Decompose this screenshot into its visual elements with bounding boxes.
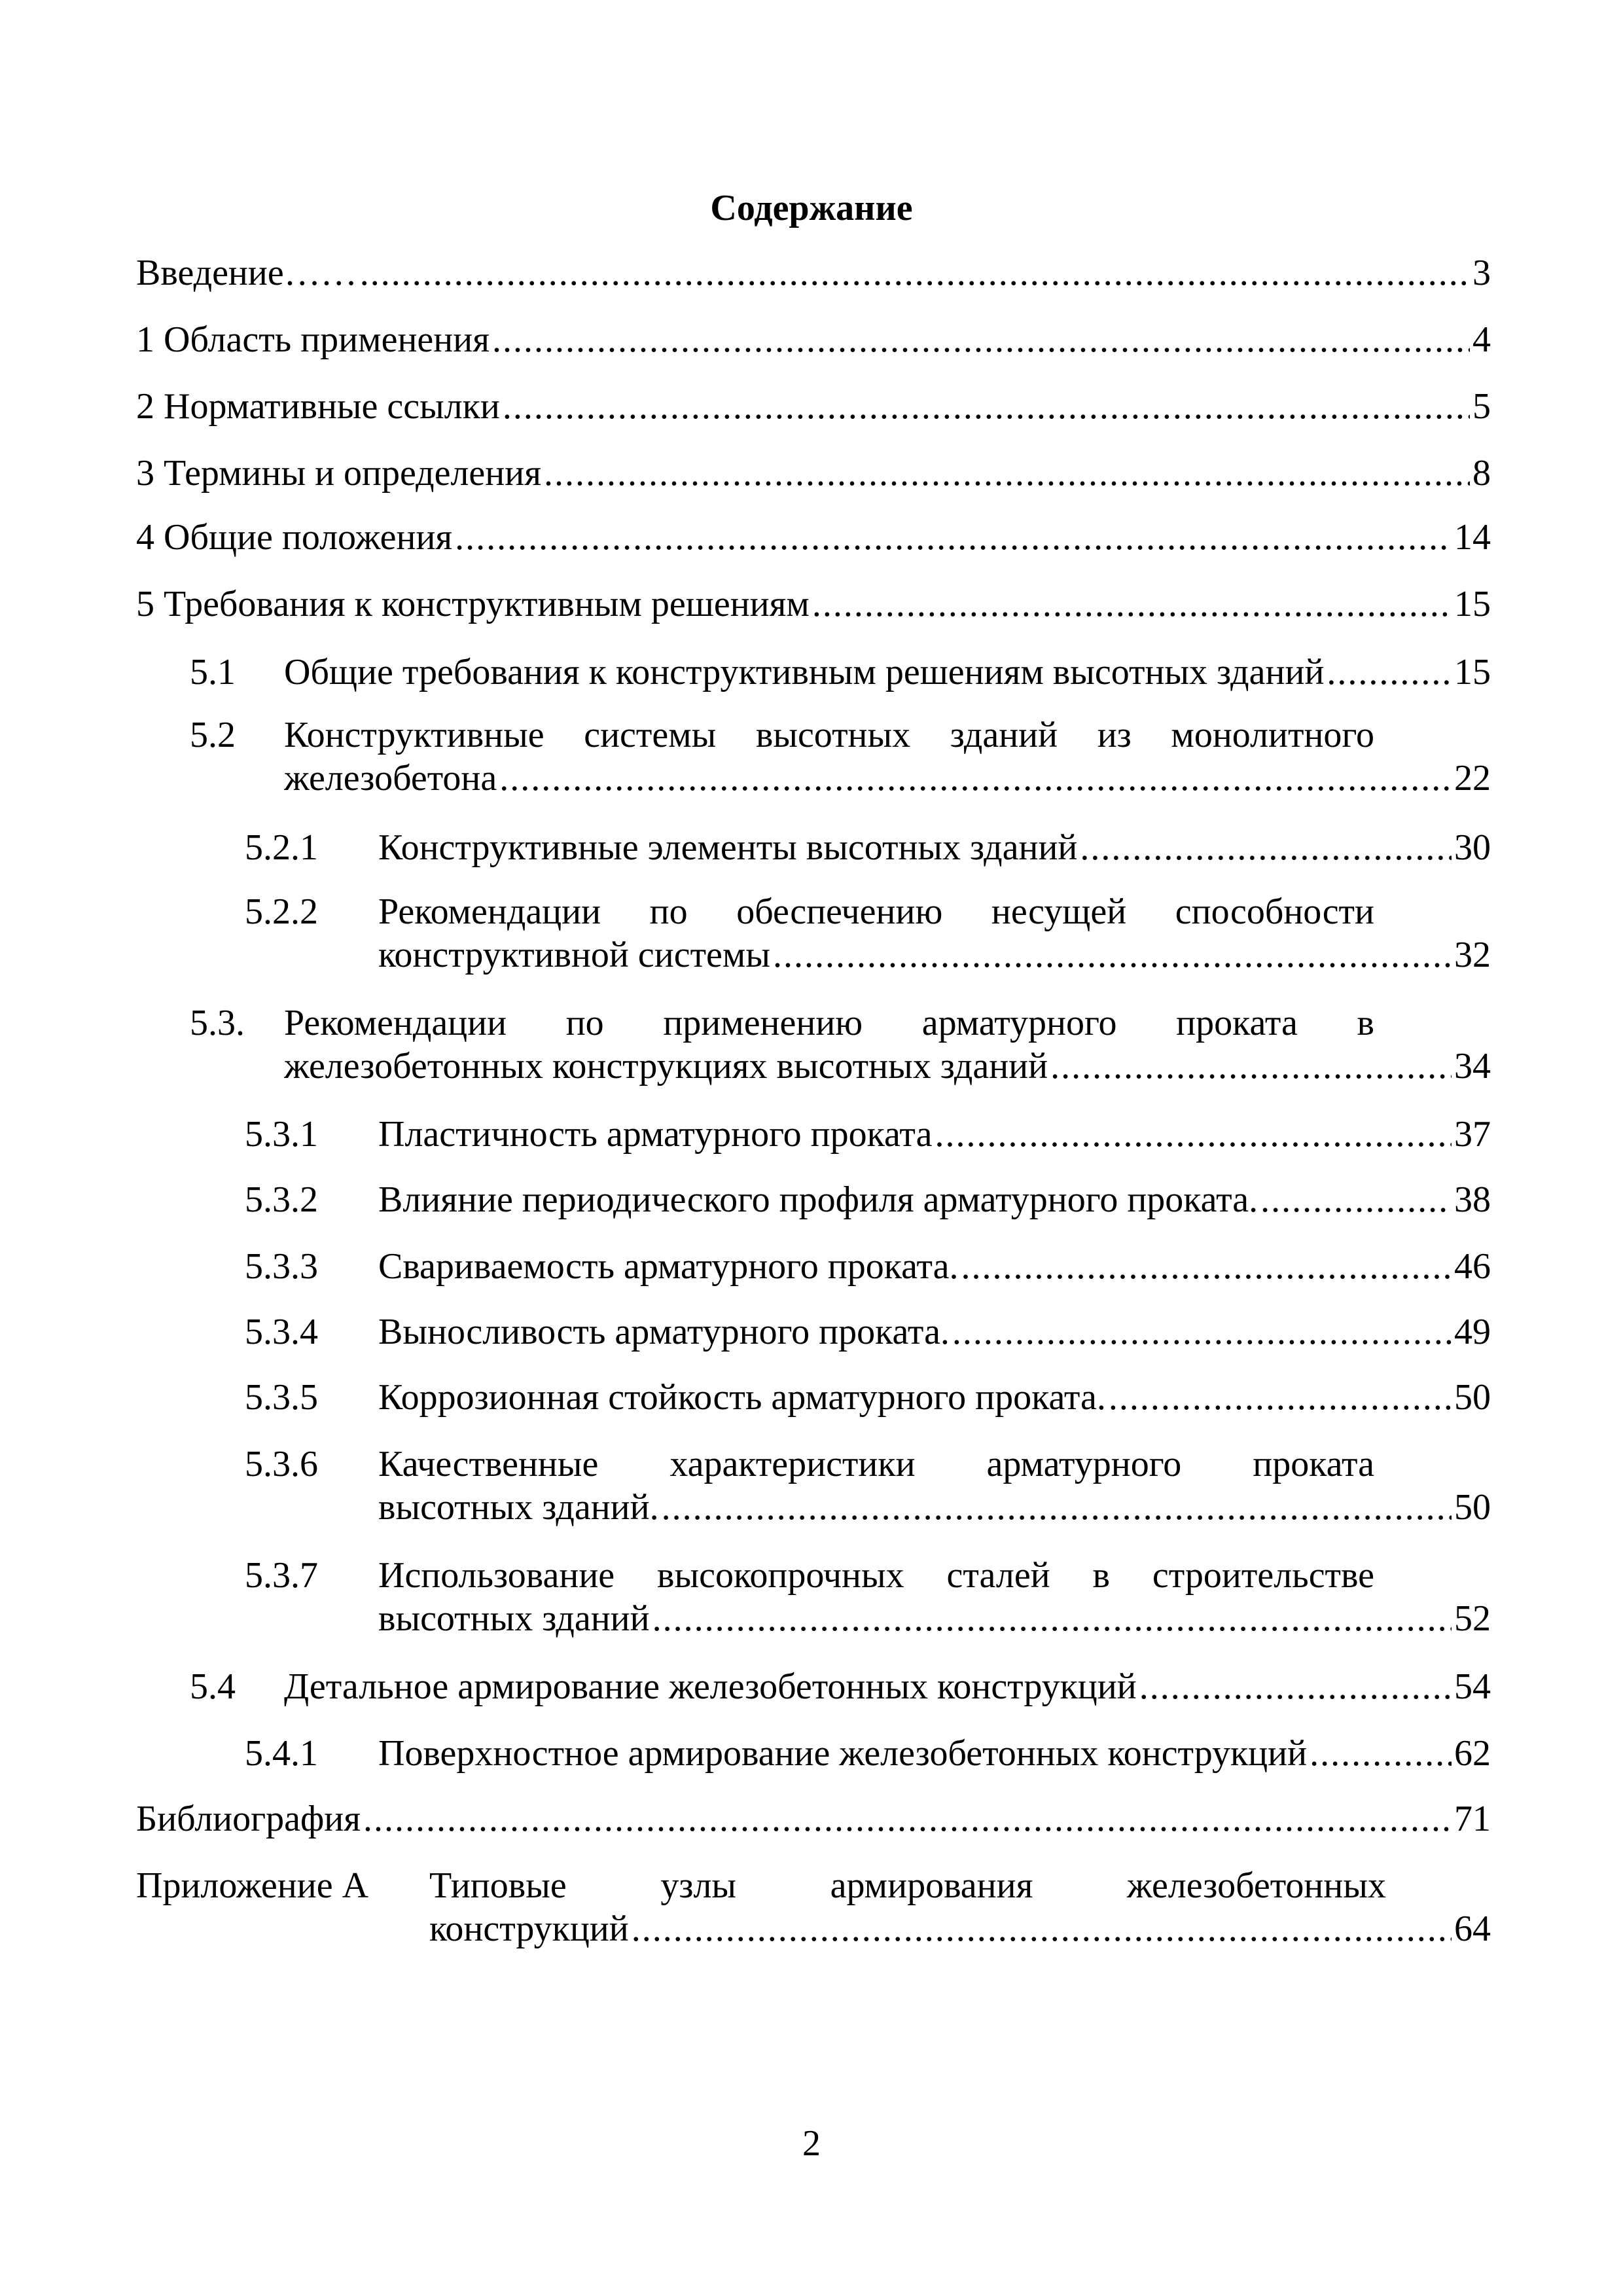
entry-number: Приложение А xyxy=(136,1865,369,1906)
entry-title: Введение…… xyxy=(136,253,357,293)
entry-number: 5.2 xyxy=(190,715,236,755)
entry-title: Библиография xyxy=(136,1799,361,1839)
entry-title: Детальное армирование железобетонных конструкций xyxy=(284,1666,1137,1707)
entry-title: Влияние периодического профиля арматурного проката. xyxy=(378,1179,1258,1220)
dot-leader xyxy=(1310,1732,1452,1775)
page-ref: 62 xyxy=(1454,1733,1491,1774)
dot-leader xyxy=(1050,1045,1452,1088)
entry-title: Конструктивные элементы высотных зданий xyxy=(378,827,1078,868)
toc-entry-5-2-1[interactable] xyxy=(245,826,1491,869)
entry-title: Общие требования к конструктивным решениям высотных зданий xyxy=(284,652,1325,692)
dot-leader xyxy=(773,933,1452,977)
toc-entry-5-3-7[interactable] xyxy=(245,1554,1491,1643)
toc-entry-general[interactable] xyxy=(136,516,1491,559)
entry-number: 5.2.2 xyxy=(245,891,318,932)
page-ref: 50 xyxy=(1454,1487,1491,1528)
toc-entry-5-3-2[interactable] xyxy=(245,1178,1491,1221)
entry-title-line-2: конструктивной системы xyxy=(378,935,770,975)
page-ref: 49 xyxy=(1454,1312,1491,1352)
dot-leader xyxy=(952,1310,1452,1354)
entry-title: 2 Нормативные ссылки xyxy=(136,386,500,427)
toc-entry-5-3-3[interactable] xyxy=(245,1245,1491,1288)
page-ref: 30 xyxy=(1454,827,1491,868)
entry-title: 3 Термины и определения xyxy=(136,453,541,493)
page-ref: 52 xyxy=(1454,1598,1491,1639)
entry-number: 5.3.6 xyxy=(245,1444,318,1484)
toc-entry-5-4[interactable] xyxy=(190,1665,1491,1708)
dot-leader xyxy=(544,452,1470,495)
page-ref: 64 xyxy=(1454,1909,1491,1949)
page-ref: 37 xyxy=(1454,1114,1491,1155)
toc-entry-scope[interactable] xyxy=(136,318,1491,361)
dot-leader xyxy=(935,1113,1452,1156)
dot-leader xyxy=(961,1245,1452,1288)
page-ref: 71 xyxy=(1454,1799,1491,1839)
dot-leader xyxy=(1080,826,1452,869)
entry-title-line-2: железобетона xyxy=(284,758,497,798)
page-ref: 15 xyxy=(1454,652,1491,692)
entry-number: 5.3.1 xyxy=(245,1114,318,1155)
entry-title-line-2: высотных зданий xyxy=(378,1598,650,1639)
entry-number: 5.2.1 xyxy=(245,827,318,868)
entry-number: 5.3.3 xyxy=(245,1246,318,1287)
entry-number: 5.3.2 xyxy=(245,1179,318,1220)
page-ref: 14 xyxy=(1454,517,1491,558)
page-ref: 46 xyxy=(1454,1246,1491,1287)
entry-title: Свариваемость арматурного проката. xyxy=(378,1246,959,1287)
page-title: Содержание xyxy=(710,188,913,228)
entry-number: 5.3.7 xyxy=(245,1555,318,1596)
page-ref: 54 xyxy=(1454,1666,1491,1707)
entry-number: 5.4 xyxy=(190,1666,236,1707)
entry-title: Коррозионная стойкость арматурного проката. xyxy=(378,1377,1106,1418)
dot-leader xyxy=(812,583,1452,626)
entry-title-line-1: Конструктивные системы высотных зданий из монолитного xyxy=(284,715,1374,755)
page-ref: 3 xyxy=(1472,253,1491,293)
entry-title-line-1: Рекомендации по применению арматурного проката в xyxy=(284,1003,1374,1043)
dot-leader xyxy=(363,1797,1452,1840)
dot-leader xyxy=(1109,1376,1452,1419)
entry-number: 5.4.1 xyxy=(245,1733,318,1774)
toc-entry-5-3-1[interactable] xyxy=(245,1113,1491,1156)
dot-leader xyxy=(455,516,1452,559)
toc-entry-5-3-5[interactable] xyxy=(245,1376,1491,1419)
entry-title: 5 Требования к конструктивным решениям xyxy=(136,584,810,624)
entry-number: 5.1 xyxy=(190,652,236,692)
dot-leader xyxy=(662,1486,1452,1529)
dot-leader xyxy=(499,757,1452,800)
dot-leader xyxy=(1139,1665,1452,1708)
toc-entry-refs[interactable] xyxy=(136,385,1491,428)
toc-entry-5-2-2[interactable] xyxy=(245,890,1491,979)
dot-leader xyxy=(632,1907,1452,1950)
toc-entry-5-4-1[interactable] xyxy=(245,1732,1491,1775)
page-ref: 50 xyxy=(1454,1377,1491,1418)
entry-title-line-2: конструкций xyxy=(429,1909,629,1949)
entry-title: Пластичность арматурного проката xyxy=(378,1114,933,1155)
dot-leader xyxy=(492,318,1470,361)
toc-entry-requirements[interactable] xyxy=(136,583,1491,626)
entry-title-line-1: Рекомендации по обеспечению несущей способности xyxy=(378,891,1374,932)
toc-entry-terms[interactable] xyxy=(136,452,1491,495)
entry-title-line-2: железобетонных конструкциях высотных зданий xyxy=(284,1046,1048,1086)
entry-number: 5.3. xyxy=(190,1003,245,1043)
dot-leader xyxy=(1260,1178,1452,1221)
entry-title: 1 Область применения xyxy=(136,319,490,360)
page-number: 2 xyxy=(802,2123,821,2164)
entry-number: 5.3.4 xyxy=(245,1312,318,1352)
toc-entry-bibliography[interactable] xyxy=(136,1797,1491,1840)
toc-entry-intro[interactable] xyxy=(136,251,1491,295)
entry-title: 4 Общие положения xyxy=(136,517,453,558)
entry-title-line-2: высотных зданий. xyxy=(378,1487,659,1528)
dot-leader xyxy=(503,385,1470,428)
entry-number: 5.3.5 xyxy=(245,1377,318,1418)
dot-leader xyxy=(1327,651,1452,694)
toc-entry-5-1[interactable] xyxy=(190,651,1491,694)
toc-entry-5-3[interactable] xyxy=(190,1001,1491,1090)
dot-leader xyxy=(360,251,1470,295)
entry-title-line-1: Использование высокопрочных сталей в строительстве xyxy=(378,1555,1374,1596)
page-ref: 8 xyxy=(1472,453,1491,493)
page-ref: 4 xyxy=(1472,319,1491,360)
toc-entry-appendix-a[interactable] xyxy=(136,1864,1491,1953)
page-ref: 32 xyxy=(1454,935,1491,975)
page-ref: 34 xyxy=(1454,1046,1491,1086)
page-ref: 5 xyxy=(1472,386,1491,427)
toc-entry-5-3-6[interactable] xyxy=(245,1443,1491,1532)
entry-title-line-1: Качественные характеристики арматурного проката xyxy=(378,1444,1374,1484)
toc-entry-5-3-4[interactable] xyxy=(245,1310,1491,1354)
page-ref: 15 xyxy=(1454,584,1491,624)
dot-leader xyxy=(652,1597,1452,1640)
toc-entry-5-2[interactable] xyxy=(190,713,1491,802)
entry-title: Выносливость арматурного проката. xyxy=(378,1312,950,1352)
entry-title-line-1: Типовые узлы армирования железобетонных xyxy=(429,1865,1386,1906)
page-ref: 22 xyxy=(1454,758,1491,798)
page-ref: 38 xyxy=(1454,1179,1491,1220)
entry-title: Поверхностное армирование железобетонных конструкций xyxy=(378,1733,1308,1774)
